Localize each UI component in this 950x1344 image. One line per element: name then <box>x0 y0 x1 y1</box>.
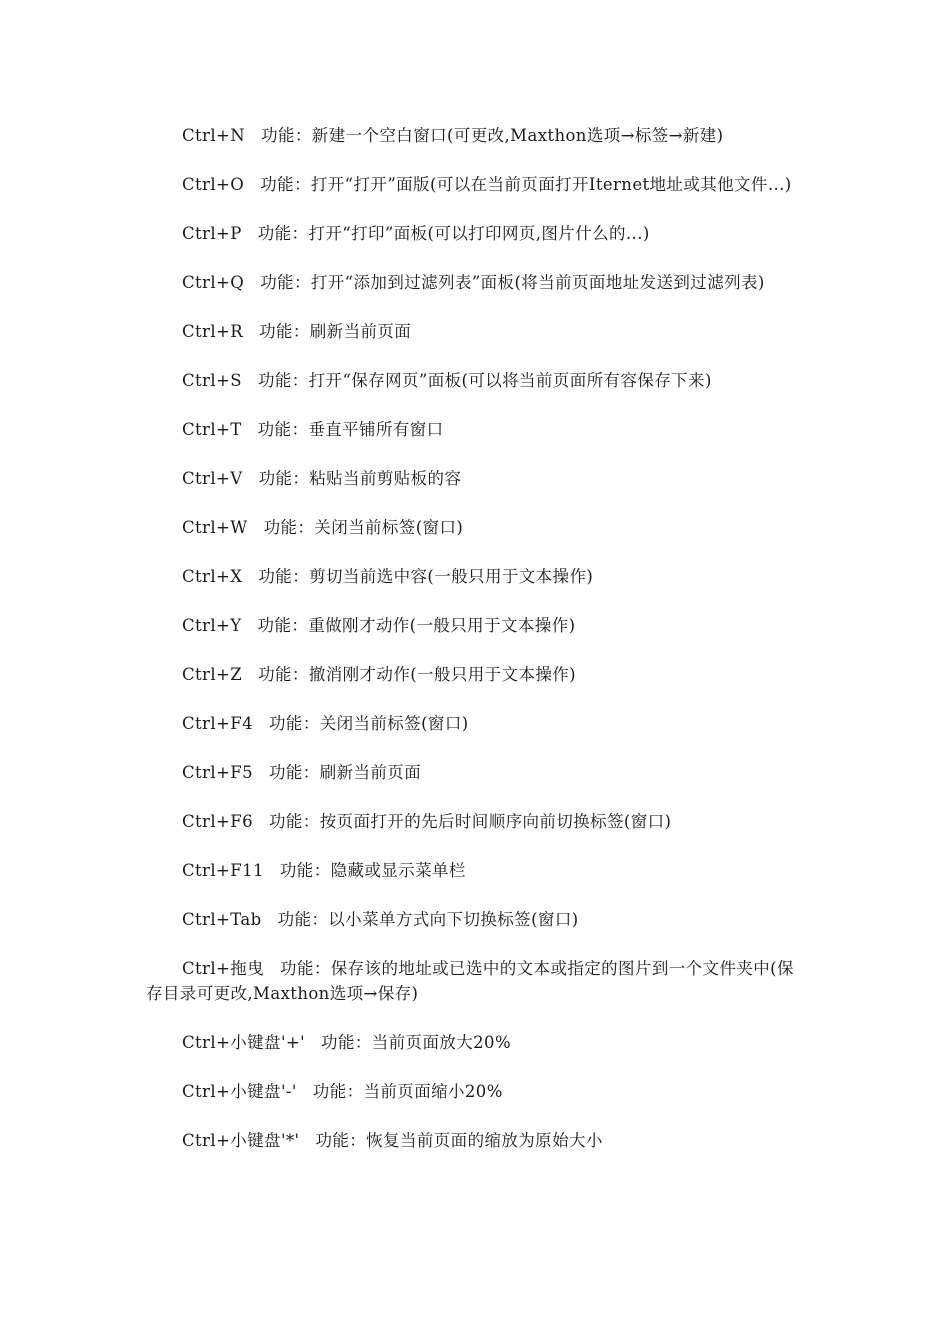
shortcut-key: Ctrl+Q <box>182 273 245 292</box>
shortcut-entry <box>146 320 808 345</box>
shortcut-entry <box>146 222 808 247</box>
shortcut-key: Ctrl+F6 <box>182 812 253 831</box>
shortcut-description: 功能：垂直平铺所有窗口 <box>257 420 444 439</box>
shortcut-entry <box>146 124 808 149</box>
shortcut-key: Ctrl+拖曳 <box>182 959 265 978</box>
shortcut-description: 功能：恢复当前页面的缩放为原始大小 <box>315 1130 603 1150</box>
shortcut-key: Ctrl+F4 <box>182 714 253 733</box>
shortcut-description: 功能：打开“保存网页”面板(可以将当前页面所有容保存下来) <box>257 371 712 390</box>
shortcut-entry <box>146 565 808 590</box>
shortcut-entry <box>146 467 808 492</box>
shortcut-key: Ctrl+N <box>182 126 246 145</box>
shortcut-key: Ctrl+F5 <box>182 763 253 782</box>
shortcut-description: 功能：重做刚才动作(一般只用于文本操作) <box>257 616 576 635</box>
shortcut-description: 功能：保存该的地址或已选中的文本或指定的图片到一个文件夹中(保存目录可更改,Maxthon选项→保存) <box>146 959 794 1003</box>
shortcut-key: Ctrl+Y <box>182 616 242 635</box>
shortcut-entry <box>146 908 808 933</box>
shortcut-entry <box>146 418 808 443</box>
shortcut-entry <box>146 369 808 394</box>
shortcut-description: 功能：新建一个空白窗口(可更改,Maxthon选项→标签→新建) <box>261 126 724 145</box>
shortcut-key: Ctrl+小键盘'*' <box>182 1130 300 1150</box>
shortcut-entry <box>146 1080 808 1105</box>
shortcut-key: Ctrl+R <box>182 322 244 341</box>
shortcut-key: Ctrl+小键盘'-' <box>182 1081 297 1101</box>
shortcut-key: Ctrl+W <box>182 518 248 537</box>
shortcut-description: 功能：剪切当前选中容(一般只用于文本操作) <box>258 567 594 586</box>
shortcut-entry <box>146 1031 808 1056</box>
shortcut-description: 功能：粘贴当前剪贴板的容 <box>258 469 462 488</box>
shortcut-entry <box>146 173 808 198</box>
shortcut-description: 功能：以小菜单方式向下切换标签(窗口) <box>277 910 579 929</box>
shortcut-list <box>146 124 808 1178</box>
shortcut-key: Ctrl+小键盘'+' <box>182 1032 306 1052</box>
shortcut-description: 功能：关闭当前标签(窗口) <box>263 518 464 537</box>
shortcut-description: 功能：关闭当前标签(窗口) <box>269 714 469 733</box>
shortcut-description: 功能：刷新当前页面 <box>269 763 422 782</box>
shortcut-entry <box>146 761 808 786</box>
shortcut-key: Ctrl+F11 <box>182 861 264 880</box>
shortcut-key: Ctrl+Tab <box>182 910 262 929</box>
shortcut-entry <box>146 859 808 884</box>
shortcut-entry <box>146 712 808 737</box>
shortcut-entry <box>146 271 808 296</box>
shortcut-entry <box>146 810 808 835</box>
shortcut-key: Ctrl+O <box>182 175 245 194</box>
shortcut-description: 功能：打开“打开”面版(可以在当前页面打开Iternet地址或其他文件...) <box>260 175 792 194</box>
shortcut-description: 功能：当前页面缩小20% <box>312 1081 503 1101</box>
shortcut-key: Ctrl+Z <box>182 665 243 684</box>
shortcut-key: Ctrl+V <box>182 469 243 488</box>
shortcut-entry <box>146 1129 808 1154</box>
shortcut-entry <box>146 663 808 688</box>
shortcut-key: Ctrl+X <box>182 567 243 586</box>
shortcut-description: 功能：撤消刚才动作(一般只用于文本操作) <box>258 665 576 684</box>
shortcut-description: 功能：当前页面放大20% <box>321 1032 512 1052</box>
shortcut-entry <box>146 957 808 1006</box>
shortcut-key: Ctrl+S <box>182 371 242 390</box>
shortcut-key: Ctrl+P <box>182 224 242 243</box>
shortcut-description: 功能：刷新当前页面 <box>259 322 412 341</box>
shortcut-description: 功能：打开“打印”面板(可以打印网页,图片什么的...) <box>257 224 650 243</box>
shortcut-entry <box>146 614 808 639</box>
shortcut-description: 功能：按页面打开的先后时间顺序向前切换标签(窗口) <box>269 812 672 831</box>
shortcut-key: Ctrl+T <box>182 420 242 439</box>
shortcut-description: 功能：隐藏或显示菜单栏 <box>279 861 466 880</box>
shortcut-entry <box>146 516 808 541</box>
shortcut-description: 功能：打开“添加到过滤列表”面板(将当前页面地址发送到过滤列表) <box>260 273 765 292</box>
